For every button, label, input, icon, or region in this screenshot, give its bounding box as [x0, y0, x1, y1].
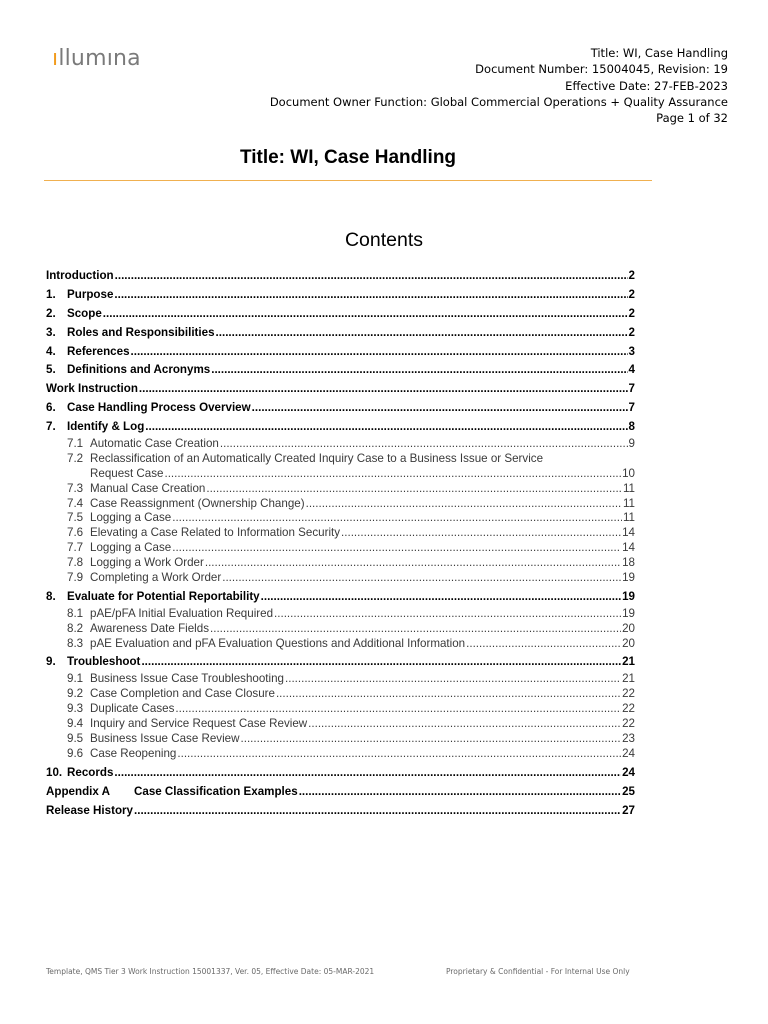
- toc-dot-leader: [341, 526, 621, 541]
- toc-entry-label: Awareness Date Fields: [90, 621, 209, 635]
- toc-dot-leader: [103, 305, 628, 324]
- toc-entry[interactable]: [46, 361, 635, 380]
- toc-dot-leader: [261, 588, 621, 607]
- toc-entry-page: 2: [628, 306, 635, 320]
- toc-entry[interactable]: [46, 324, 635, 343]
- toc-entry-page: 21: [622, 672, 635, 686]
- toc-dot-leader: [252, 399, 628, 418]
- toc-entry-page: 20: [622, 621, 635, 635]
- footer-template-info: Template, QMS Tier 3 Work Instruction 15001337, Ver. 05, Effective Date: 05-MAR-2021: [46, 967, 375, 976]
- toc-entry-label: Logging a Case: [90, 511, 172, 525]
- toc-dot-leader: [134, 802, 621, 821]
- toc-entry-number: 7.8: [67, 556, 84, 570]
- toc-entry-number: 9.3: [67, 702, 84, 716]
- toc-entry-number: 7.1: [67, 437, 84, 451]
- toc-entry[interactable]: [46, 607, 635, 622]
- toc-entry-page: 22: [622, 702, 635, 716]
- toc-entry-label: Duplicate Cases: [90, 702, 175, 716]
- toc-entry-number: 4.: [46, 344, 56, 358]
- toc-entry[interactable]: [46, 653, 635, 672]
- toc-entry-label: Purpose: [67, 287, 114, 301]
- toc-entry-label: Work Instruction: [46, 382, 138, 396]
- toc-entry-label: Case Reassignment (Ownership Change): [90, 496, 305, 510]
- toc-entry[interactable]: [46, 399, 635, 418]
- toc-entry-number: 9.5: [67, 731, 84, 745]
- toc-entry[interactable]: [46, 702, 635, 717]
- header-title: Title: WI, Case Handling: [590, 46, 728, 60]
- toc-dot-leader: [306, 497, 622, 512]
- toc-entry-number: 7.4: [67, 496, 84, 510]
- logo-text: llumına: [58, 46, 141, 71]
- toc-entry-label: Inquiry and Service Request Case Review: [90, 717, 308, 731]
- toc-dot-leader: [172, 541, 621, 556]
- toc-entry-page: 7: [628, 401, 635, 415]
- toc-entry-number: 2.: [46, 306, 56, 320]
- header-owner-function: Document Owner Function: Global Commercial Operations + Quality Assurance: [269, 94, 728, 109]
- toc-entry-number: 10.: [46, 765, 63, 779]
- toc-entry[interactable]: [46, 511, 635, 526]
- toc-dot-leader: [274, 607, 621, 622]
- toc-entry-number: 8.1: [67, 606, 84, 620]
- toc-entry-page: 19: [622, 606, 635, 620]
- toc-entry-label: Release History: [46, 803, 133, 817]
- document-header: [270, 45, 728, 126]
- toc-dot-leader: [131, 343, 628, 362]
- toc-entry-label: Definitions and Acronyms: [67, 363, 211, 377]
- toc-entry-label: Case Completion and Case Closure: [90, 687, 275, 701]
- toc-dot-leader: [206, 482, 622, 497]
- title-divider: [44, 180, 652, 181]
- toc-entry[interactable]: [46, 418, 635, 437]
- toc-dot-leader: [216, 324, 628, 343]
- toc-dot-leader: [285, 672, 621, 687]
- toc-dot-leader: [308, 717, 621, 732]
- toc-entry-page: 14: [622, 526, 635, 540]
- toc-dot-leader: [164, 467, 621, 482]
- toc-entry-number: 7.5: [67, 511, 84, 525]
- toc-entry-number: 8.2: [67, 621, 84, 635]
- toc-entry-page: 21: [622, 655, 635, 669]
- contents-heading: Contents: [344, 229, 424, 251]
- toc-entry-label: Case Handling Process Overview: [67, 401, 251, 415]
- toc-dot-leader: [210, 622, 621, 637]
- toc-dot-leader: [177, 747, 621, 762]
- toc-entry[interactable]: [46, 541, 635, 556]
- toc-entry[interactable]: [46, 783, 635, 802]
- toc-entry[interactable]: [46, 571, 635, 586]
- toc-entry-page: 11: [622, 481, 635, 495]
- toc-dot-leader: [115, 267, 628, 286]
- toc-entry-page: 3: [628, 344, 635, 358]
- toc-entry-label: pAE/pFA Initial Evaluation Required: [90, 606, 274, 620]
- toc-entry-label: Scope: [67, 306, 102, 320]
- toc-dot-leader: [241, 732, 622, 747]
- toc-dot-leader: [145, 418, 627, 437]
- toc-entry[interactable]: [46, 467, 635, 482]
- toc-entry[interactable]: [46, 437, 635, 452]
- toc-entry-label: Case Classification Examples: [134, 784, 298, 798]
- toc-entry-label: Completing a Work Order: [90, 571, 222, 585]
- header-effective-date: Effective Date: 27-FEB-2023: [565, 78, 728, 93]
- page-title: Title: WI, Case Handling: [239, 147, 457, 168]
- toc-entry-number: 1.: [46, 287, 56, 301]
- toc-entry[interactable]: [46, 747, 635, 762]
- toc-entry-page: 4: [628, 363, 635, 377]
- toc-entry-number: 8.3: [67, 636, 84, 650]
- toc-entry[interactable]: [46, 267, 635, 286]
- toc-entry-page: 22: [622, 687, 635, 701]
- toc-entry[interactable]: [46, 802, 635, 821]
- toc-dot-leader: [222, 571, 621, 586]
- toc-entry-label: Automatic Case Creation: [90, 437, 219, 451]
- toc-dot-leader: [141, 653, 621, 672]
- toc-entry-label: Introduction: [46, 269, 114, 282]
- toc-entry-number: 5.: [46, 363, 56, 377]
- toc-entry-number: 7.9: [67, 571, 84, 585]
- toc-entry[interactable]: [46, 687, 635, 702]
- toc-entry-number: 9.4: [67, 717, 84, 731]
- toc-dot-leader: [139, 380, 628, 399]
- toc-entry-number: 9.: [46, 655, 56, 669]
- toc-entry[interactable]: [46, 452, 635, 467]
- toc-entry-page: 24: [622, 765, 635, 779]
- toc-entry-number: 8.: [46, 589, 56, 603]
- logo-i: ı: [52, 46, 59, 71]
- toc-entry[interactable]: [46, 588, 635, 607]
- toc-entry-page: 22: [622, 717, 635, 731]
- toc-entry-label: Business Issue Case Review: [90, 731, 240, 745]
- toc-entry-label: References: [67, 344, 130, 358]
- toc-entry[interactable]: [46, 717, 635, 732]
- toc-entry-page: 19: [622, 589, 635, 603]
- toc-entry-page: 11: [622, 511, 635, 525]
- toc-entry[interactable]: [46, 526, 635, 541]
- table-of-contents: [46, 267, 635, 820]
- toc-entry[interactable]: [46, 622, 635, 637]
- toc-entry[interactable]: [46, 497, 635, 512]
- toc-entry-label: Business Issue Case Troubleshooting: [90, 672, 284, 686]
- toc-entry-number: 3.: [46, 325, 56, 339]
- toc-entry-page: 19: [622, 571, 635, 585]
- toc-entry-page: 11: [622, 496, 635, 510]
- toc-entry-page: 2: [628, 325, 635, 339]
- illumina-logo: [52, 46, 141, 71]
- toc-dot-leader: [299, 783, 621, 802]
- toc-entry-page: 8: [628, 420, 635, 434]
- toc-entry-page: 7: [628, 382, 635, 396]
- toc-entry-label: Logging a Case: [90, 541, 172, 555]
- toc-entry[interactable]: [46, 637, 635, 652]
- toc-entry[interactable]: [46, 380, 635, 399]
- toc-entry-number: Appendix A: [46, 784, 110, 798]
- toc-dot-leader: [220, 437, 628, 452]
- toc-entry[interactable]: [46, 764, 635, 783]
- toc-entry-number: 6.: [46, 401, 56, 415]
- header-doc-number: Document Number: 15004045, Revision: 19: [475, 62, 728, 77]
- toc-dot-leader: [172, 511, 622, 526]
- toc-entry-page: 18: [622, 556, 635, 570]
- toc-entry-label: Elevating a Case Related to Information Security: [90, 526, 341, 540]
- toc-entry-page: 25: [622, 784, 635, 798]
- toc-entry-label: Identify & Log: [67, 420, 145, 434]
- toc-dot-leader: [205, 556, 621, 571]
- toc-entry-label: Case Reopening: [90, 746, 177, 760]
- toc-dot-leader: [114, 286, 627, 305]
- toc-entry-label: Request Case: [90, 466, 164, 480]
- toc-entry-number: 7.6: [67, 526, 84, 540]
- toc-entry[interactable]: [46, 305, 635, 324]
- toc-entry-page: 27: [622, 803, 635, 817]
- toc-entry-page: 2: [628, 287, 635, 301]
- toc-entry[interactable]: [46, 732, 635, 747]
- toc-entry-label: Evaluate for Potential Reportability: [67, 589, 260, 603]
- footer-confidentiality: Proprietary & Confidential - For Internal Use Only: [446, 967, 630, 976]
- toc-dot-leader: [466, 637, 621, 652]
- toc-entry-page: 20: [622, 636, 635, 650]
- toc-entry-page: 9: [628, 437, 635, 451]
- toc-entry-label: Troubleshoot: [67, 655, 141, 669]
- toc-entry-number: 7.7: [67, 541, 84, 555]
- toc-entry-page: 2: [628, 269, 635, 282]
- toc-dot-leader: [114, 764, 621, 783]
- toc-entry-label: Records: [67, 765, 114, 779]
- toc-entry-number: 9.2: [67, 687, 84, 701]
- toc-dot-leader: [175, 702, 621, 717]
- toc-entry-number: 9.1: [67, 672, 84, 686]
- header-page-number: Page 1 of 32: [656, 111, 728, 126]
- toc-entry-label: pAE Evaluation and pFA Evaluation Questions and Additional Information: [90, 636, 466, 650]
- toc-entry[interactable]: [46, 556, 635, 571]
- toc-entry[interactable]: [46, 286, 635, 305]
- toc-entry-page: 23: [622, 731, 635, 745]
- toc-entry-page: 24: [622, 746, 635, 760]
- toc-entry-number: 7.: [46, 420, 56, 434]
- toc-entry-number: 9.6: [67, 746, 84, 760]
- toc-dot-leader: [211, 361, 627, 380]
- toc-dot-leader: [276, 687, 621, 702]
- toc-entry-number: 7.2: [67, 451, 84, 465]
- toc-entry[interactable]: [46, 672, 635, 687]
- toc-entry-label: Roles and Responsibilities: [67, 325, 215, 339]
- toc-entry-label: Reclassification of an Automatically Created Inquiry Case to a Business Issue or Service: [90, 451, 544, 465]
- toc-entry-page: 10: [622, 466, 635, 480]
- toc-entry-number: 7.3: [67, 481, 84, 495]
- toc-entry-page: 14: [622, 541, 635, 555]
- toc-entry-label: Manual Case Creation: [90, 481, 206, 495]
- toc-entry[interactable]: [46, 343, 635, 362]
- toc-entry-label: Logging a Work Order: [90, 556, 204, 570]
- toc-entry[interactable]: [46, 482, 635, 497]
